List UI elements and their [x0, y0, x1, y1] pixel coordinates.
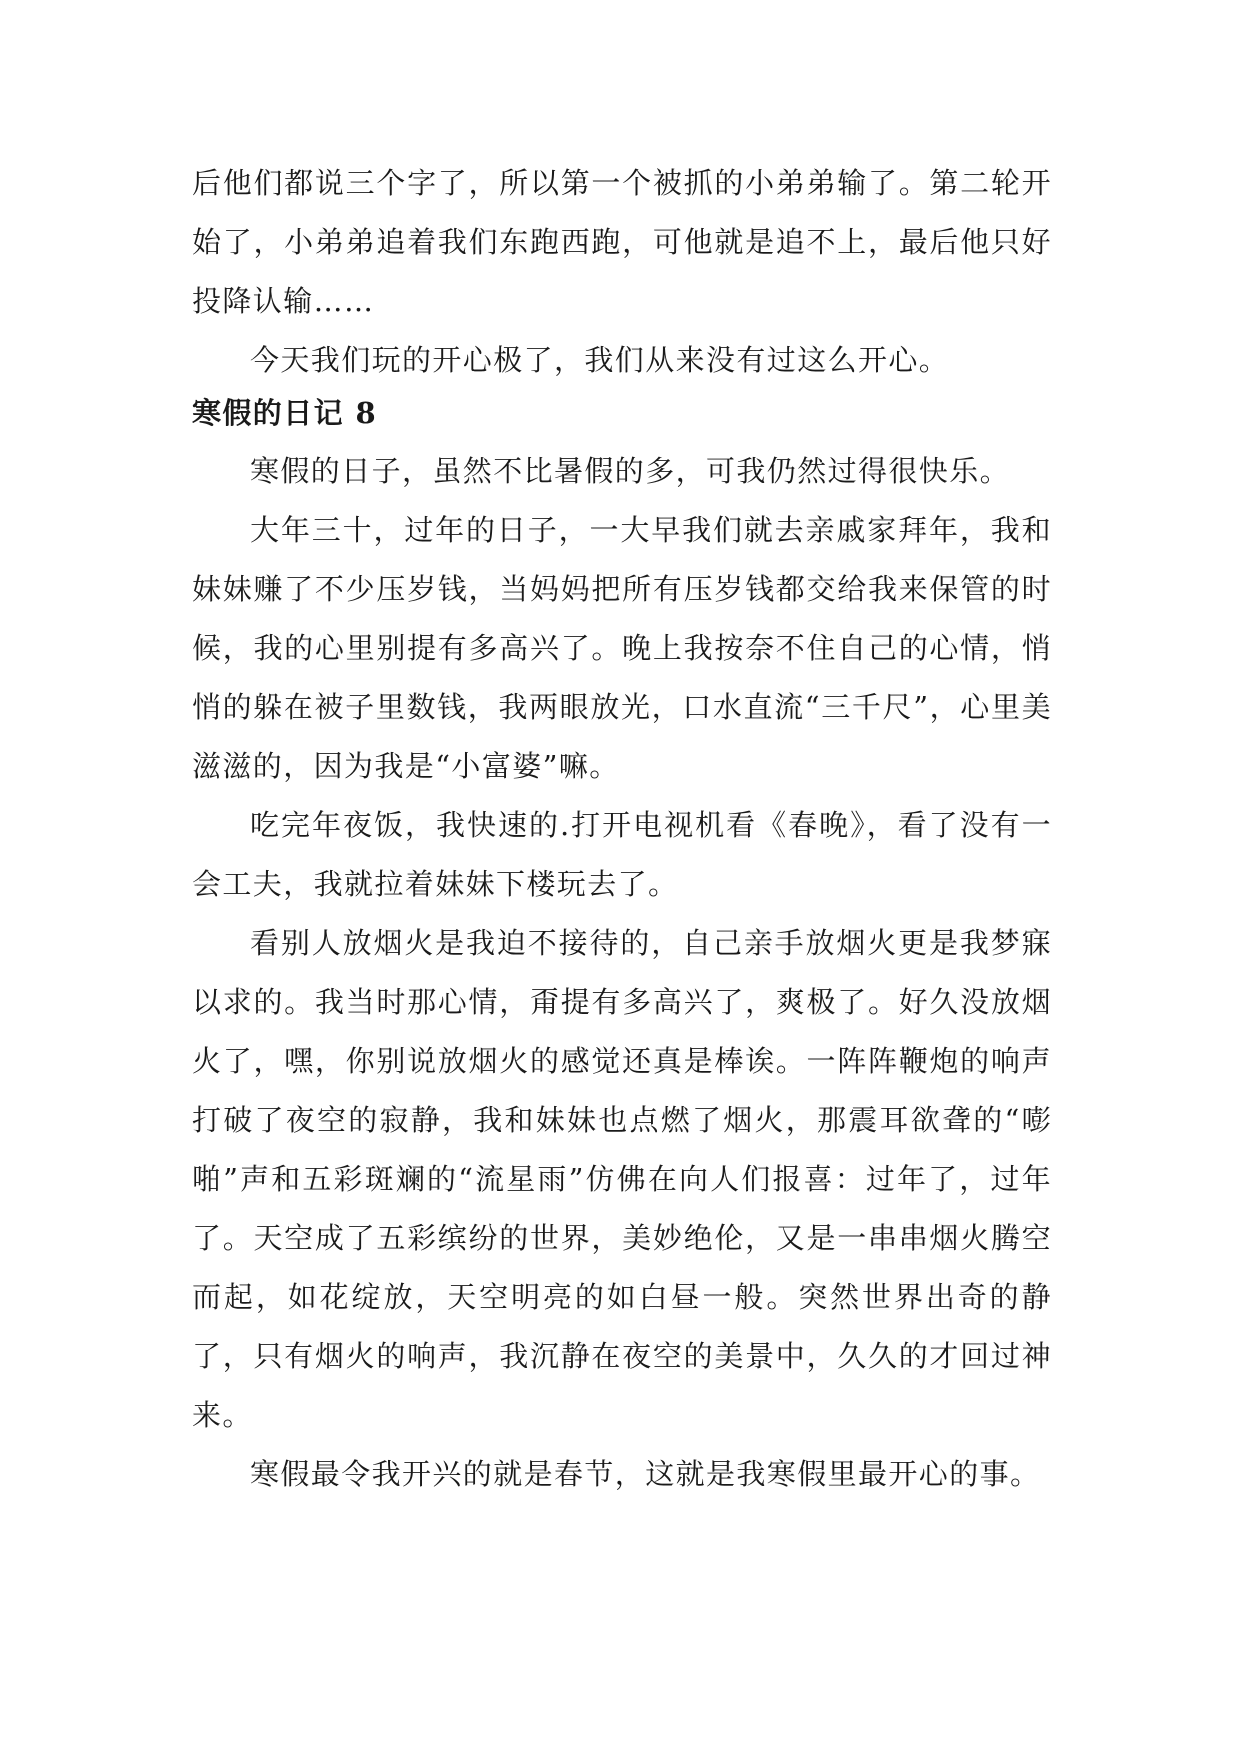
paragraph-3: 吃完年夜饭，我快速的.打开电视机看《春晚》，看了没有一会工夫，我就拉着妹妹下楼玩去了。 [192, 808, 1052, 901]
closing-paragraph: 今天我们玩的开心极了，我们从来没有过这么开心。 [250, 343, 950, 377]
paragraph-5: 寒假最令我开兴的就是春节，这就是我寒假里最开心的事。 [250, 1457, 1041, 1491]
paragraph-2: 大年三十，过年的日子，一大早我们就去亲戚家拜年，我和妹妹赚了不少压岁钱，当妈妈把所有压岁钱都交给我来保管的时候，我的心里别提有多高兴了。晚上我按奈不住自己的心情，悄悄的躲在被子里数钱，我两眼放光，口水直流“三千尺”，心里美滋滋的，因为我是“小富婆”嘛。 [192, 513, 1052, 783]
continued-paragraph: 后他们都说三个字了，所以第一个被抓的小弟弟输了。第二轮开始了，小弟弟追着我们东跑西跑，可他就是追不上，最后他只好投降认输…… [192, 166, 1052, 318]
paragraph-4: 看别人放烟火是我迫不接待的，自己亲手放烟火更是我梦寐以求的。我当时那心情，甭提有多高兴了，爽极了。好久没放烟火了，嘿，你别说放烟火的感觉还真是棒诶。一阵阵鞭炮的响声打破了夜空的寂静，我和妹妹也点燃了烟火，那震耳欲聋的“嘭啪”声和五彩斑斓的“流星雨”仿佛在向人们报喜：过年了，过年了。天空成了五彩缤纷的世界，美妙绝伦，又是一串串烟火腾空而起，如花绽放，天空明亮的如白昼一般。突然世界出奇的静了，只有烟火的响声，我沉静在夜空的美景中，久久的才回过神来。 [192, 926, 1052, 1432]
document-body [192, 154, 1052, 1504]
paragraph-1: 寒假的日子，虽然不比暑假的多，可我仍然过得很快乐。 [250, 454, 1011, 488]
section-title: 寒假的日记 8 [192, 396, 378, 430]
